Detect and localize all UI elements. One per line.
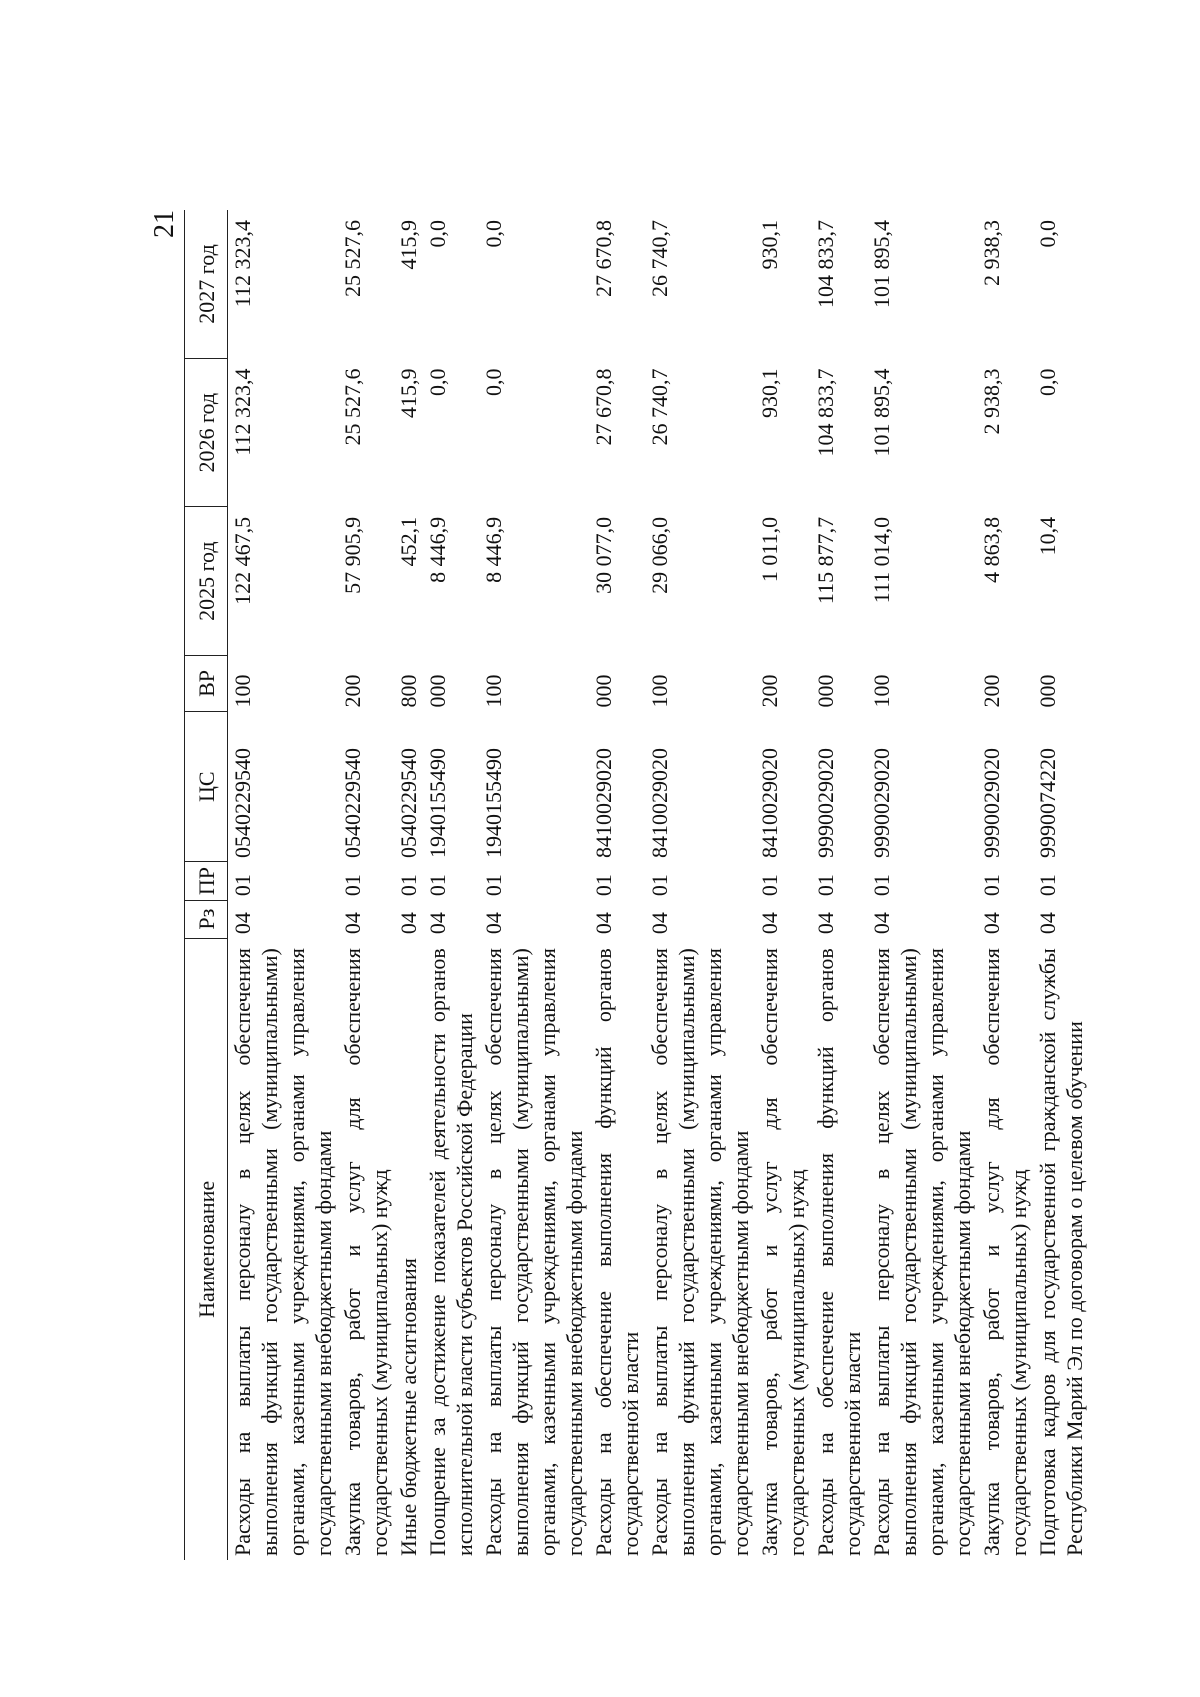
row-2026: 415,9 — [396, 368, 421, 418]
row-pr: 01 — [869, 874, 894, 897]
col-header-2025: 2025 год — [185, 507, 228, 655]
row-2025: 4 863,8 — [979, 516, 1004, 583]
row-vr: 000 — [425, 674, 450, 708]
row-cs: 1940155490 — [481, 747, 506, 858]
row-vr: 800 — [396, 674, 421, 708]
row-2025: 8 446,9 — [425, 516, 450, 583]
table-row — [394, 210, 423, 1560]
row-name: Закупка товаров, работ и услуг для обеспечения государственных (муниципальных) нужд — [340, 948, 392, 1556]
row-vr: 000 — [813, 674, 838, 708]
row-2027: 112 323,4 — [230, 220, 255, 308]
row-cs: 0540229540 — [396, 747, 421, 858]
table-row — [479, 210, 589, 1560]
col-header-name: Наименование — [185, 938, 228, 1560]
row-pr: 01 — [813, 874, 838, 897]
table-row — [755, 210, 811, 1560]
row-pr: 01 — [591, 874, 616, 897]
row-pr: 01 — [979, 874, 1004, 897]
table-header-row — [185, 210, 228, 1560]
page-number: 21 — [149, 210, 180, 238]
row-2025: 57 905,9 — [340, 516, 365, 594]
row-pr: 01 — [481, 874, 506, 897]
table-row — [589, 210, 645, 1560]
row-name: Расходы на обеспечение выполнения функций органов государственной власти — [813, 948, 865, 1556]
row-pr: 01 — [340, 874, 365, 897]
row-cs: 9990029020 — [869, 747, 894, 858]
row-2026: 27 670,8 — [591, 368, 616, 446]
row-2027: 101 895,4 — [869, 220, 894, 308]
row-cs: 0540229540 — [230, 747, 255, 858]
table-row — [867, 210, 977, 1560]
row-2027: 0,0 — [1035, 220, 1060, 248]
row-rz: 04 — [813, 912, 838, 935]
row-pr: 01 — [425, 874, 450, 897]
row-name: Расходы на обеспечение выполнения функций органов государственной власти — [591, 948, 643, 1556]
row-2027: 104 833,7 — [813, 220, 838, 308]
row-cs: 9990029020 — [813, 747, 838, 858]
row-name: Подготовка кадров для государственной гражданской службы Республики Марий Эл по договорам о целевом обучении — [1035, 948, 1087, 1556]
row-pr: 01 — [230, 874, 255, 897]
row-rz: 04 — [869, 912, 894, 935]
row-pr: 01 — [1035, 874, 1060, 897]
row-pr: 01 — [647, 874, 672, 897]
row-vr: 100 — [647, 674, 672, 708]
row-2026: 25 527,6 — [340, 368, 365, 446]
row-name: Иные бюджетные ассигнования — [396, 1258, 421, 1556]
row-rz: 04 — [481, 912, 506, 935]
table-row — [228, 210, 339, 1560]
row-2027: 25 527,6 — [340, 220, 365, 297]
row-vr: 100 — [869, 674, 894, 708]
row-name: Расходы на выплаты персоналу в целях обеспечения выполнения функций государственными (муниципальными) органами, казенными учреждениями, органами управления государственными внебюджетными фондами — [230, 948, 336, 1556]
row-2025: 115 877,7 — [813, 516, 838, 605]
row-cs: 0540229540 — [340, 747, 365, 858]
col-header-2027: 2027 год — [185, 210, 228, 358]
row-2025: 29 066,0 — [647, 516, 672, 594]
row-2027: 930,1 — [757, 220, 782, 270]
row-rz: 04 — [979, 912, 1004, 935]
table-row — [811, 210, 867, 1560]
row-rz: 04 — [340, 912, 365, 935]
row-2025: 111 014,0 — [869, 516, 894, 604]
row-rz: 04 — [1035, 912, 1060, 935]
row-2026: 2 938,3 — [979, 368, 1004, 435]
row-2025: 1 011,0 — [757, 516, 782, 583]
row-vr: 200 — [340, 674, 365, 708]
row-2026: 930,1 — [757, 368, 782, 418]
row-2025: 8 446,9 — [481, 516, 506, 583]
row-2025: 452,1 — [396, 516, 421, 567]
row-2026: 112 323,4 — [230, 368, 255, 456]
table-row — [338, 210, 394, 1560]
table-row — [423, 210, 479, 1560]
row-2027: 27 670,8 — [591, 220, 616, 297]
row-cs: 1940155490 — [425, 747, 450, 858]
row-2026: 104 833,7 — [813, 368, 838, 457]
row-2026: 0,0 — [425, 368, 450, 396]
col-header-rz: Рз — [185, 900, 228, 938]
row-2027: 415,9 — [396, 220, 421, 270]
row-cs: 8410029020 — [757, 747, 782, 858]
row-rz: 04 — [425, 912, 450, 935]
row-rz: 04 — [757, 912, 782, 935]
budget-table — [184, 210, 1089, 1560]
col-header-cs: ЦС — [185, 712, 228, 862]
row-name: Закупка товаров, работ и услуг для обеспечения государственных (муниципальных) нужд — [757, 948, 809, 1556]
row-2026: 0,0 — [1035, 368, 1060, 396]
row-vr: 100 — [481, 674, 506, 708]
row-vr: 100 — [230, 674, 255, 708]
col-header-vr: ВР — [185, 655, 228, 711]
row-vr: 000 — [591, 674, 616, 708]
row-2026: 0,0 — [481, 368, 506, 396]
row-cs: 8410029020 — [647, 747, 672, 858]
row-name: Расходы на выплаты персоналу в целях обеспечения выполнения функций государственными (муниципальными) органами, казенными учреждениями, органами управления государственными внебюджетными фондами — [647, 948, 753, 1556]
document-page — [150, 210, 1110, 1560]
row-2027: 26 740,7 — [647, 220, 672, 297]
col-header-pr: ПР — [185, 862, 228, 900]
row-rz: 04 — [230, 912, 255, 935]
row-pr: 01 — [757, 874, 782, 897]
row-name: Закупка товаров, работ и услуг для обеспечения государственных (муниципальных) нужд — [979, 948, 1031, 1556]
row-2026: 101 895,4 — [869, 368, 894, 457]
row-name: Расходы на выплаты персоналу в целях обеспечения выполнения функций государственными (муниципальными) органами, казенными учреждениями, органами управления государственными внебюджетными фондами — [869, 948, 975, 1556]
table-row — [645, 210, 755, 1560]
row-rz: 04 — [591, 912, 616, 935]
row-2027: 0,0 — [425, 220, 450, 248]
row-2025: 122 467,5 — [230, 516, 255, 605]
row-name: Поощрение за достижение показателей деятельности органов исполнительной власти субъектов Российской Федерации — [425, 948, 477, 1556]
row-cs: 8410029020 — [591, 747, 616, 858]
row-rz: 04 — [396, 912, 421, 935]
col-header-2026: 2026 год — [185, 358, 228, 506]
row-pr: 01 — [396, 874, 421, 897]
row-2027: 0,0 — [481, 220, 506, 248]
row-name: Расходы на выплаты персоналу в целях обеспечения выполнения функций государственными (муниципальными) органами, казенными учреждениями, органами управления государственными внебюджетными фондами — [481, 948, 587, 1556]
row-cs: 9990074220 — [1035, 747, 1060, 858]
row-vr: 200 — [757, 674, 782, 708]
row-2027: 2 938,3 — [979, 220, 1004, 286]
row-2025: 10,4 — [1035, 516, 1060, 556]
row-vr: 000 — [1035, 674, 1060, 708]
table-row — [1033, 210, 1089, 1560]
row-vr: 200 — [979, 674, 1004, 708]
row-rz: 04 — [647, 912, 672, 935]
row-2025: 30 077,0 — [591, 516, 616, 594]
table-row — [977, 210, 1033, 1560]
row-2026: 26 740,7 — [647, 368, 672, 446]
row-cs: 9990029020 — [979, 747, 1004, 858]
